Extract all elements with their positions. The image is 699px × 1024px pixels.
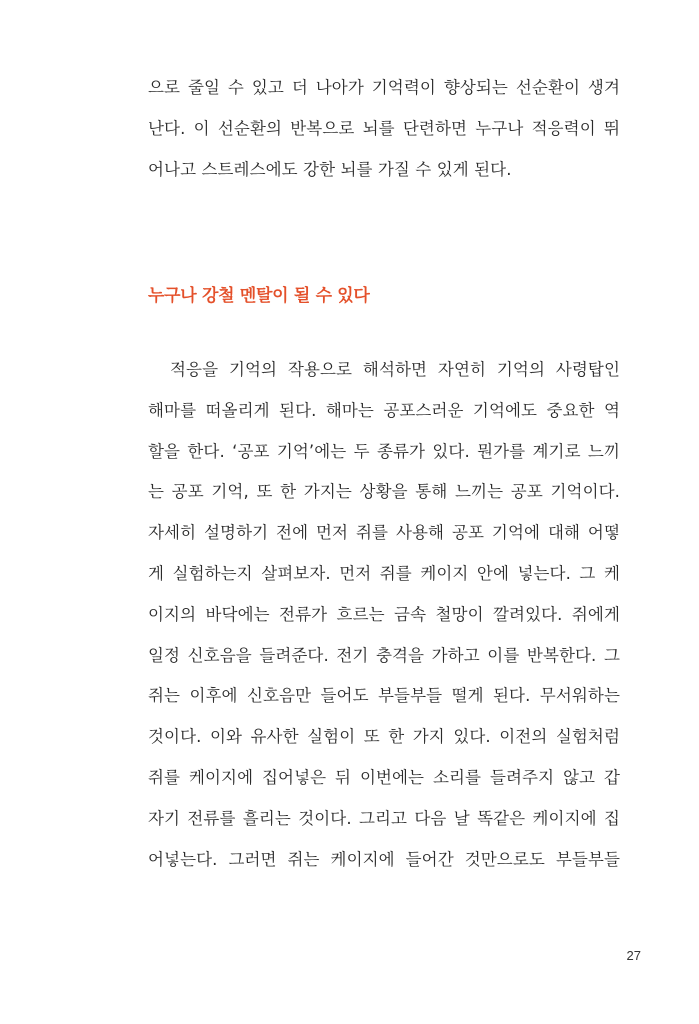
text-line: 쥐를 케이지에 집어넣은 뒤 이번에는 소리를 들려주지 않고 갑 bbox=[148, 767, 620, 787]
text-line: 난다. 이 선순환의 반복으로 뇌를 단련하면 누구나 적응력이 뛰 bbox=[148, 118, 620, 138]
text-line: 이지의 바닥에는 전류가 흐르는 금속 철망이 깔려있다. 쥐에게 bbox=[148, 604, 620, 624]
text-line: 어나고 스트레스에도 강한 뇌를 가질 수 있게 된다. bbox=[148, 159, 512, 179]
text-line: 할을 한다. ‘공포 기억’에는 두 종류가 있다. 뭔가를 계기로 느끼 bbox=[148, 441, 620, 461]
page-number: 27 bbox=[626, 948, 641, 963]
text-line: 적응을 기억의 작용으로 해석하면 자연히 기억의 사령탑인 bbox=[170, 360, 620, 379]
text-line: 해마를 떠올리게 된다. 해마는 공포스러운 기억에도 중요한 역 bbox=[148, 400, 620, 420]
text-line: 일정 신호음을 들려준다. 전기 충격을 가하고 이를 반복한다. 그 bbox=[148, 645, 620, 665]
text-line: 쥐는 이후에 신호음만 들어도 부들부들 떨게 된다. 무서워하는 bbox=[148, 686, 620, 706]
text-line: 것이다. 이와 유사한 실험이 또 한 가지 있다. 이전의 실험처럼 bbox=[148, 727, 620, 747]
text-line: 자기 전류를 흘리는 것이다. 그리고 다음 날 똑같은 케이지에 집 bbox=[148, 808, 620, 828]
text-line: 어넣는다. 그러면 쥐는 케이지에 들어간 것만으로도 부들부들 bbox=[148, 849, 620, 869]
text-line: 는 공포 기억, 또 한 가지는 상황을 통해 느끼는 공포 기억이다. bbox=[148, 482, 620, 502]
text-line: 으로 줄일 수 있고 더 나아가 기억력이 향상되는 선순환이 생겨 bbox=[148, 78, 620, 97]
text-line: 자세히 설명하기 전에 먼저 쥐를 사용해 공포 기억에 대해 어떻 bbox=[148, 523, 620, 543]
section-heading: 누구나 강철 멘탈이 될 수 있다 bbox=[148, 286, 370, 306]
top-paragraph bbox=[148, 68, 620, 190]
main-paragraph bbox=[148, 350, 620, 880]
text-line: 게 실험하는지 살펴보자. 먼저 쥐를 케이지 안에 넣는다. 그 케 bbox=[148, 563, 620, 583]
